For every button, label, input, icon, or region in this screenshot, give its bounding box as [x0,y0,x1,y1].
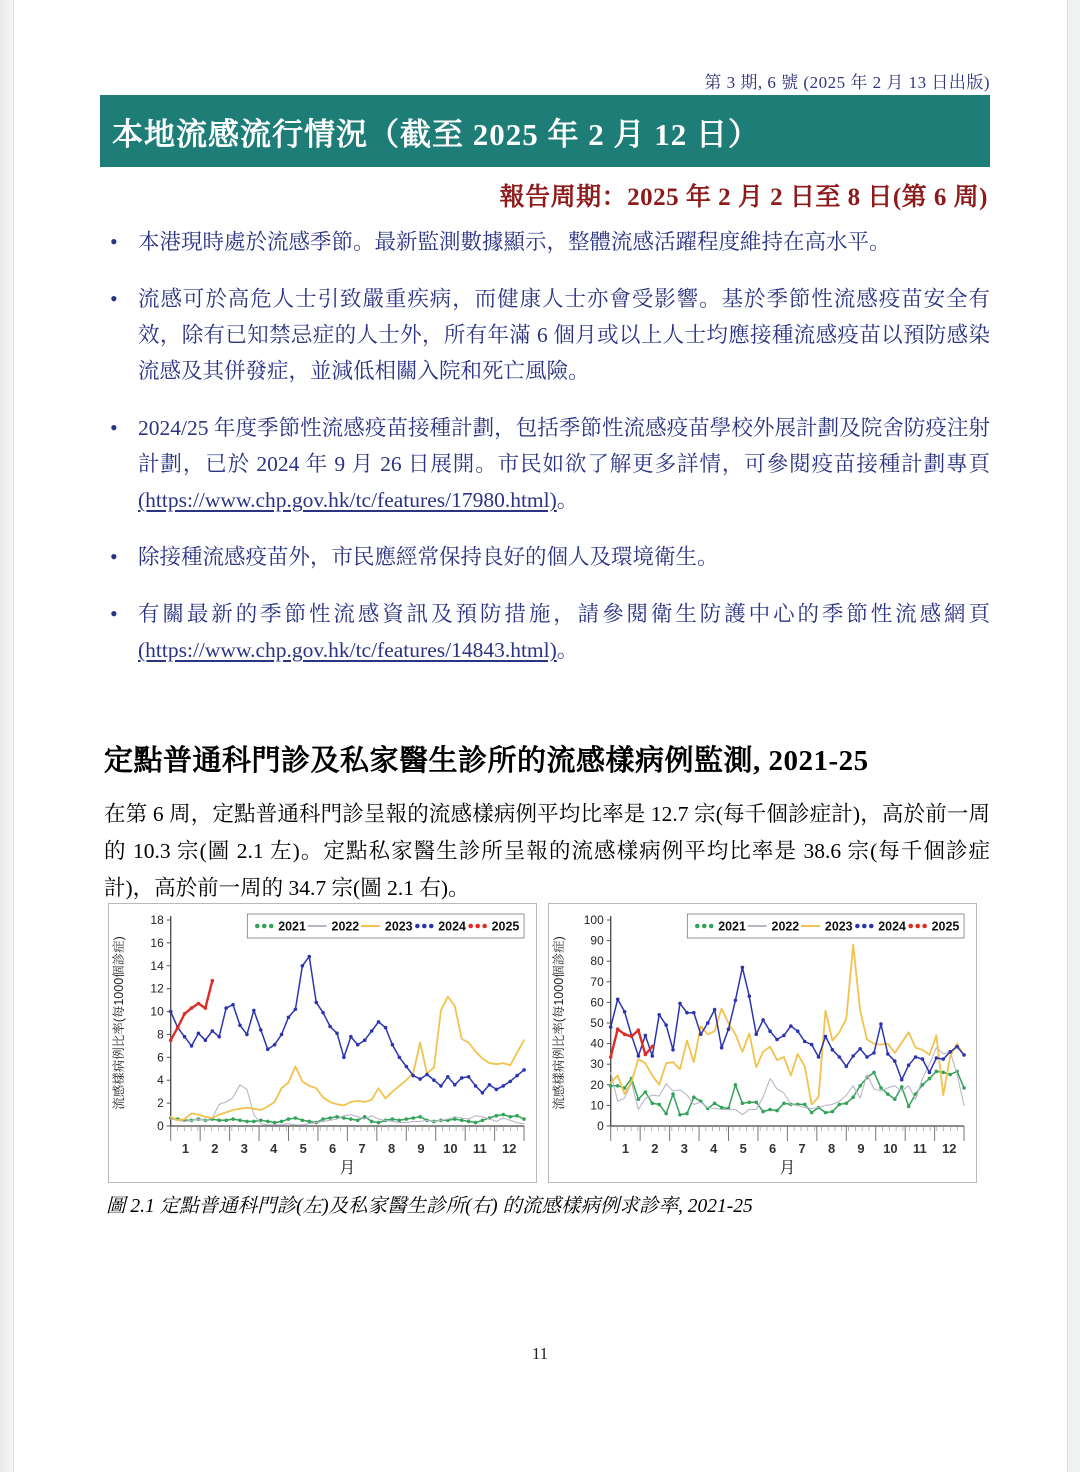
svg-text:8: 8 [387,1140,396,1157]
svg-text:4: 4 [157,1073,164,1088]
svg-text:18: 18 [150,912,164,928]
svg-text:100: 100 [583,912,604,928]
svg-text:2: 2 [651,1140,659,1157]
svg-text:2022: 2022 [331,919,360,934]
svg-text:9: 9 [417,1140,425,1157]
svg-text:2022: 2022 [771,919,800,934]
svg-text:10: 10 [443,1140,458,1157]
bullet-text: 。 [556,488,579,512]
svg-text:2021: 2021 [718,919,746,934]
bullet-text: 本港現時處於流感季節。最新監測數據顯示，整體流感活躍程度維持在高水平。 [138,230,891,254]
svg-text:10: 10 [590,1098,604,1113]
svg-text:2024: 2024 [878,919,906,934]
bullet-item [104,224,990,260]
svg-text:12: 12 [942,1140,957,1157]
seasonal-flu-page-link[interactable]: (https://www.chp.gov.hk/tc/features/14843.html) [138,638,557,662]
bullet-item [104,596,990,668]
bullet-text: 有關最新的季節性流感資訊及預防措施，請參閱衛生防護中心的季節性流感網頁 [138,602,990,626]
figure-caption: 圖 2.1 定點普通科門診(左)及私家醫生診所(右) 的流感樣病例求診率, 2021-25 [106,1196,753,1217]
svg-text:流感樣病例比率(每1000個診症): 流感樣病例比率(每1000個診症) [111,936,126,1110]
section-heading: 定點普通科門診及私家醫生診所的流感樣病例監測, 2021-25 [104,745,869,777]
svg-text:2: 2 [211,1140,219,1157]
bullet-item [104,539,990,575]
svg-text:月: 月 [779,1159,796,1178]
svg-text:12: 12 [150,981,164,996]
page-edge-left [0,0,14,1472]
page-number: 11 [531,1344,549,1363]
gopc-ili-chart-box [108,903,537,1183]
bullet-list [104,224,990,689]
svg-text:30: 30 [590,1057,604,1072]
svg-text:6: 6 [769,1140,777,1157]
svg-text:6: 6 [329,1140,337,1157]
bullet-item [104,410,990,518]
svg-text:20: 20 [590,1077,604,1092]
svg-text:70: 70 [590,974,604,989]
svg-text:2021: 2021 [278,919,306,934]
svg-text:8: 8 [157,1027,164,1042]
svg-text:5: 5 [299,1140,307,1157]
svg-text:11: 11 [473,1140,487,1157]
page-edge-right [1067,0,1080,1472]
svg-text:流感樣病例比率(每1000個診症): 流感樣病例比率(每1000個診症) [551,936,566,1110]
gopc-ili-chart [109,904,536,1182]
svg-text:2025: 2025 [491,919,520,934]
svg-text:90: 90 [590,933,604,948]
bullet-text: 。 [556,638,579,662]
svg-text:0: 0 [597,1118,604,1134]
svg-text:4: 4 [710,1140,718,1157]
issue-line: 第 3 期, 6 號 (2025 年 2 月 13 日出版) [704,73,990,92]
svg-text:10: 10 [150,1004,164,1019]
svg-text:12: 12 [502,1140,517,1157]
svg-text:4: 4 [270,1140,278,1157]
svg-text:60: 60 [590,995,604,1010]
section-paragraph: 在第 6 周，定點普通科門診呈報的流感樣病例平均比率是 12.7 宗(每千個診症計)，高於前一周的 10.3 宗(圖 2.1 左)。定點私家醫生診所呈報的流感樣病例平均比率是 38.6 宗(每千個診症計)，高於前一周的 34.7 宗(圖 2.1 右)。 [104,802,990,900]
banner-title: 本地流感流行情況（截至 2025 年 2 月 12 日） [112,116,760,152]
bullet-text: 除接種流感疫苗外，市民應經常保持良好的個人及環境衛生。 [138,545,719,569]
gp-ili-chart-box [548,903,977,1183]
svg-text:16: 16 [150,935,164,950]
svg-text:2024: 2024 [438,919,466,934]
svg-text:6: 6 [157,1050,164,1065]
svg-text:40: 40 [590,1036,604,1051]
svg-text:2023: 2023 [824,919,853,934]
svg-text:11: 11 [913,1140,927,1157]
svg-text:5: 5 [739,1140,747,1157]
svg-text:0: 0 [157,1118,164,1134]
gp-ili-chart [549,904,976,1182]
svg-text:7: 7 [798,1140,806,1157]
svg-text:1: 1 [181,1140,190,1157]
svg-text:14: 14 [150,958,164,973]
bullet-item [104,281,990,389]
svg-text:2023: 2023 [384,919,413,934]
svg-text:2025: 2025 [931,919,960,934]
section-banner [100,95,990,167]
svg-text:月: 月 [339,1159,356,1178]
report-period: 報告周期：2025 年 2 月 2 日至 8 日(第 6 周) [499,184,988,211]
svg-text:7: 7 [358,1140,366,1157]
svg-text:8: 8 [827,1140,836,1157]
bullet-text: 2024/25 年度季節性流感疫苗接種計劃，包括季節性流感疫苗學校外展計劃及院舍防疫注射計劃，已於 2024 年 9 月 26 日展開。市民如欲了解更多詳情，可參閱疫苗接種計劃專頁 [138,416,990,476]
bullet-text: 流感可於高危人士引致嚴重疾病，而健康人士亦會受影響。基於季節性流感疫苗安全有效，除有已知禁忌症的人士外，所有年滿 6 個月或以上人士均應接種流感疫苗以預防感染流感及其併發症，並減低相關入院和死亡風險。 [138,287,990,383]
svg-text:3: 3 [680,1140,688,1157]
svg-text:9: 9 [857,1140,865,1157]
svg-text:2: 2 [157,1096,164,1111]
figure-2-1 [108,903,977,1183]
svg-text:80: 80 [590,954,604,969]
svg-text:10: 10 [883,1140,898,1157]
svg-text:1: 1 [621,1140,630,1157]
svg-text:50: 50 [590,1015,604,1031]
vaccination-programme-link[interactable]: (https://www.chp.gov.hk/tc/features/17980.html) [138,488,557,512]
svg-text:3: 3 [240,1140,248,1157]
